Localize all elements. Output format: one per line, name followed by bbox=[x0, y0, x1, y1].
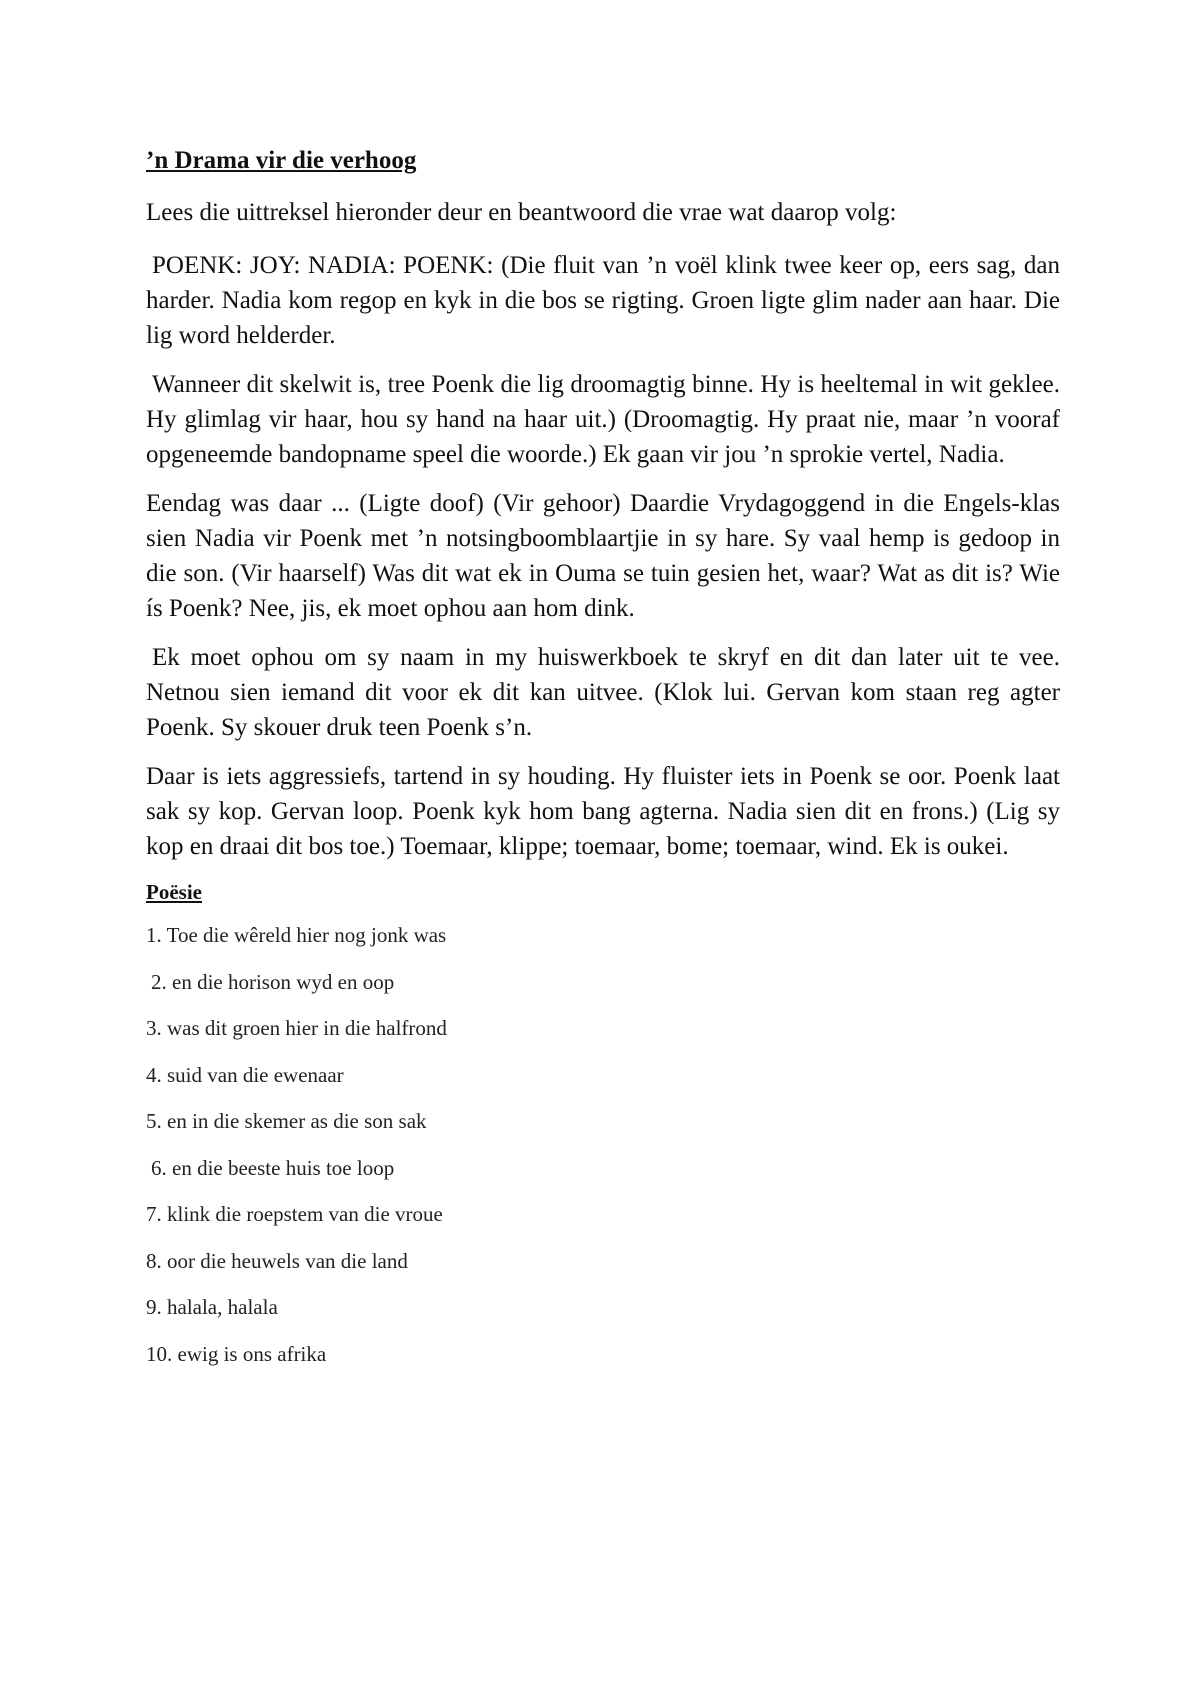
poem-line: 2. en die horison wyd en oop bbox=[151, 969, 395, 994]
drama-paragraph-1: POENK: JOY: NADIA: POENK: (Die fluit van ’n voël klink twee keer op, eers sag, dan harder. Nadia kom regop en kyk in die bos se rigting. Groen ligte glim nader aan haar. Die lig word helderder. bbox=[146, 252, 1060, 349]
instruction-text: Lees die uittreksel hieronder deur en beantwoord die vrae wat daarop volg: bbox=[146, 199, 897, 226]
poem-line: 3. was dit groen hier in die halfrond bbox=[146, 1016, 447, 1040]
document-body bbox=[146, 146, 1060, 1386]
drama-paragraph-4: Ek moet ophou om sy naam in my huiswerkboek te skryf en dit dan later uit te vee. Netnou sien iemand dit voor ek dit kan uitvee. (Klok lui. Gervan kom staan reg agter Poenk. Sy skouer druk teen Poenk s’n. bbox=[146, 644, 1060, 741]
drama-title: ’n Drama vir die verhoog bbox=[146, 147, 417, 174]
poem-line: 10. ewig is ons afrika bbox=[146, 1341, 327, 1366]
drama-paragraph-5: Daar is iets aggressiefs, tartend in sy houding. Hy fluister iets in Poenk se oor. Poenk laat sak sy kop. Gervan loop. Poenk kyk hom bang agterna. Nadia sien dit en frons.) (Lig sy kop en draai dit bos toe.) Toemaar, klippe; toemaar, bome; toemaar, wind. Ek is oukei. bbox=[146, 763, 1060, 860]
drama-paragraph-2: Wanneer dit skelwit is, tree Poenk die lig droomagtig binne. Hy is heeltemal in wit geklee. Hy glimlag vir haar, hou sy hand na haar uit.) (Droomagtig. Hy praat nie, maar ’n vooraf opgeneemde bandopname speel die woorde.) Ek gaan vir jou ’n sprokie vertel, Nadia. bbox=[146, 371, 1060, 468]
poem-line: 8. oor die heuwels van die land bbox=[146, 1248, 408, 1273]
poem-lines bbox=[146, 921, 1060, 1386]
poem-line: 7. klink die roepstem van die vroue bbox=[146, 1202, 443, 1226]
poetry-heading: Poësie bbox=[146, 880, 202, 904]
poem-line: 6. en die beeste huis toe loop bbox=[151, 1155, 395, 1180]
poem-line: 9. halala, halala bbox=[146, 1295, 278, 1319]
drama-paragraph-3: Eendag was daar ... (Ligte doof) (Vir gehoor) Daardie Vrydagoggend in die Engels-klas sien Nadia vir Poenk met ’n notsingboomblaartjie in sy hare. Sy vaal hemp is gedoop in die son. (Vir haarself) Was dit wat ek in Ouma se tuin gesien het, waar? Wat as dit is? Wie ís Poenk? Nee, jis, ek moet ophou aan hom dink. bbox=[146, 490, 1060, 622]
poem-line: 1. Toe die wêreld hier nog jonk was bbox=[146, 923, 447, 947]
poem-line: 4. suid van die ewenaar bbox=[146, 1062, 344, 1087]
poem-line: 5. en in die skemer as die son sak bbox=[146, 1109, 427, 1133]
